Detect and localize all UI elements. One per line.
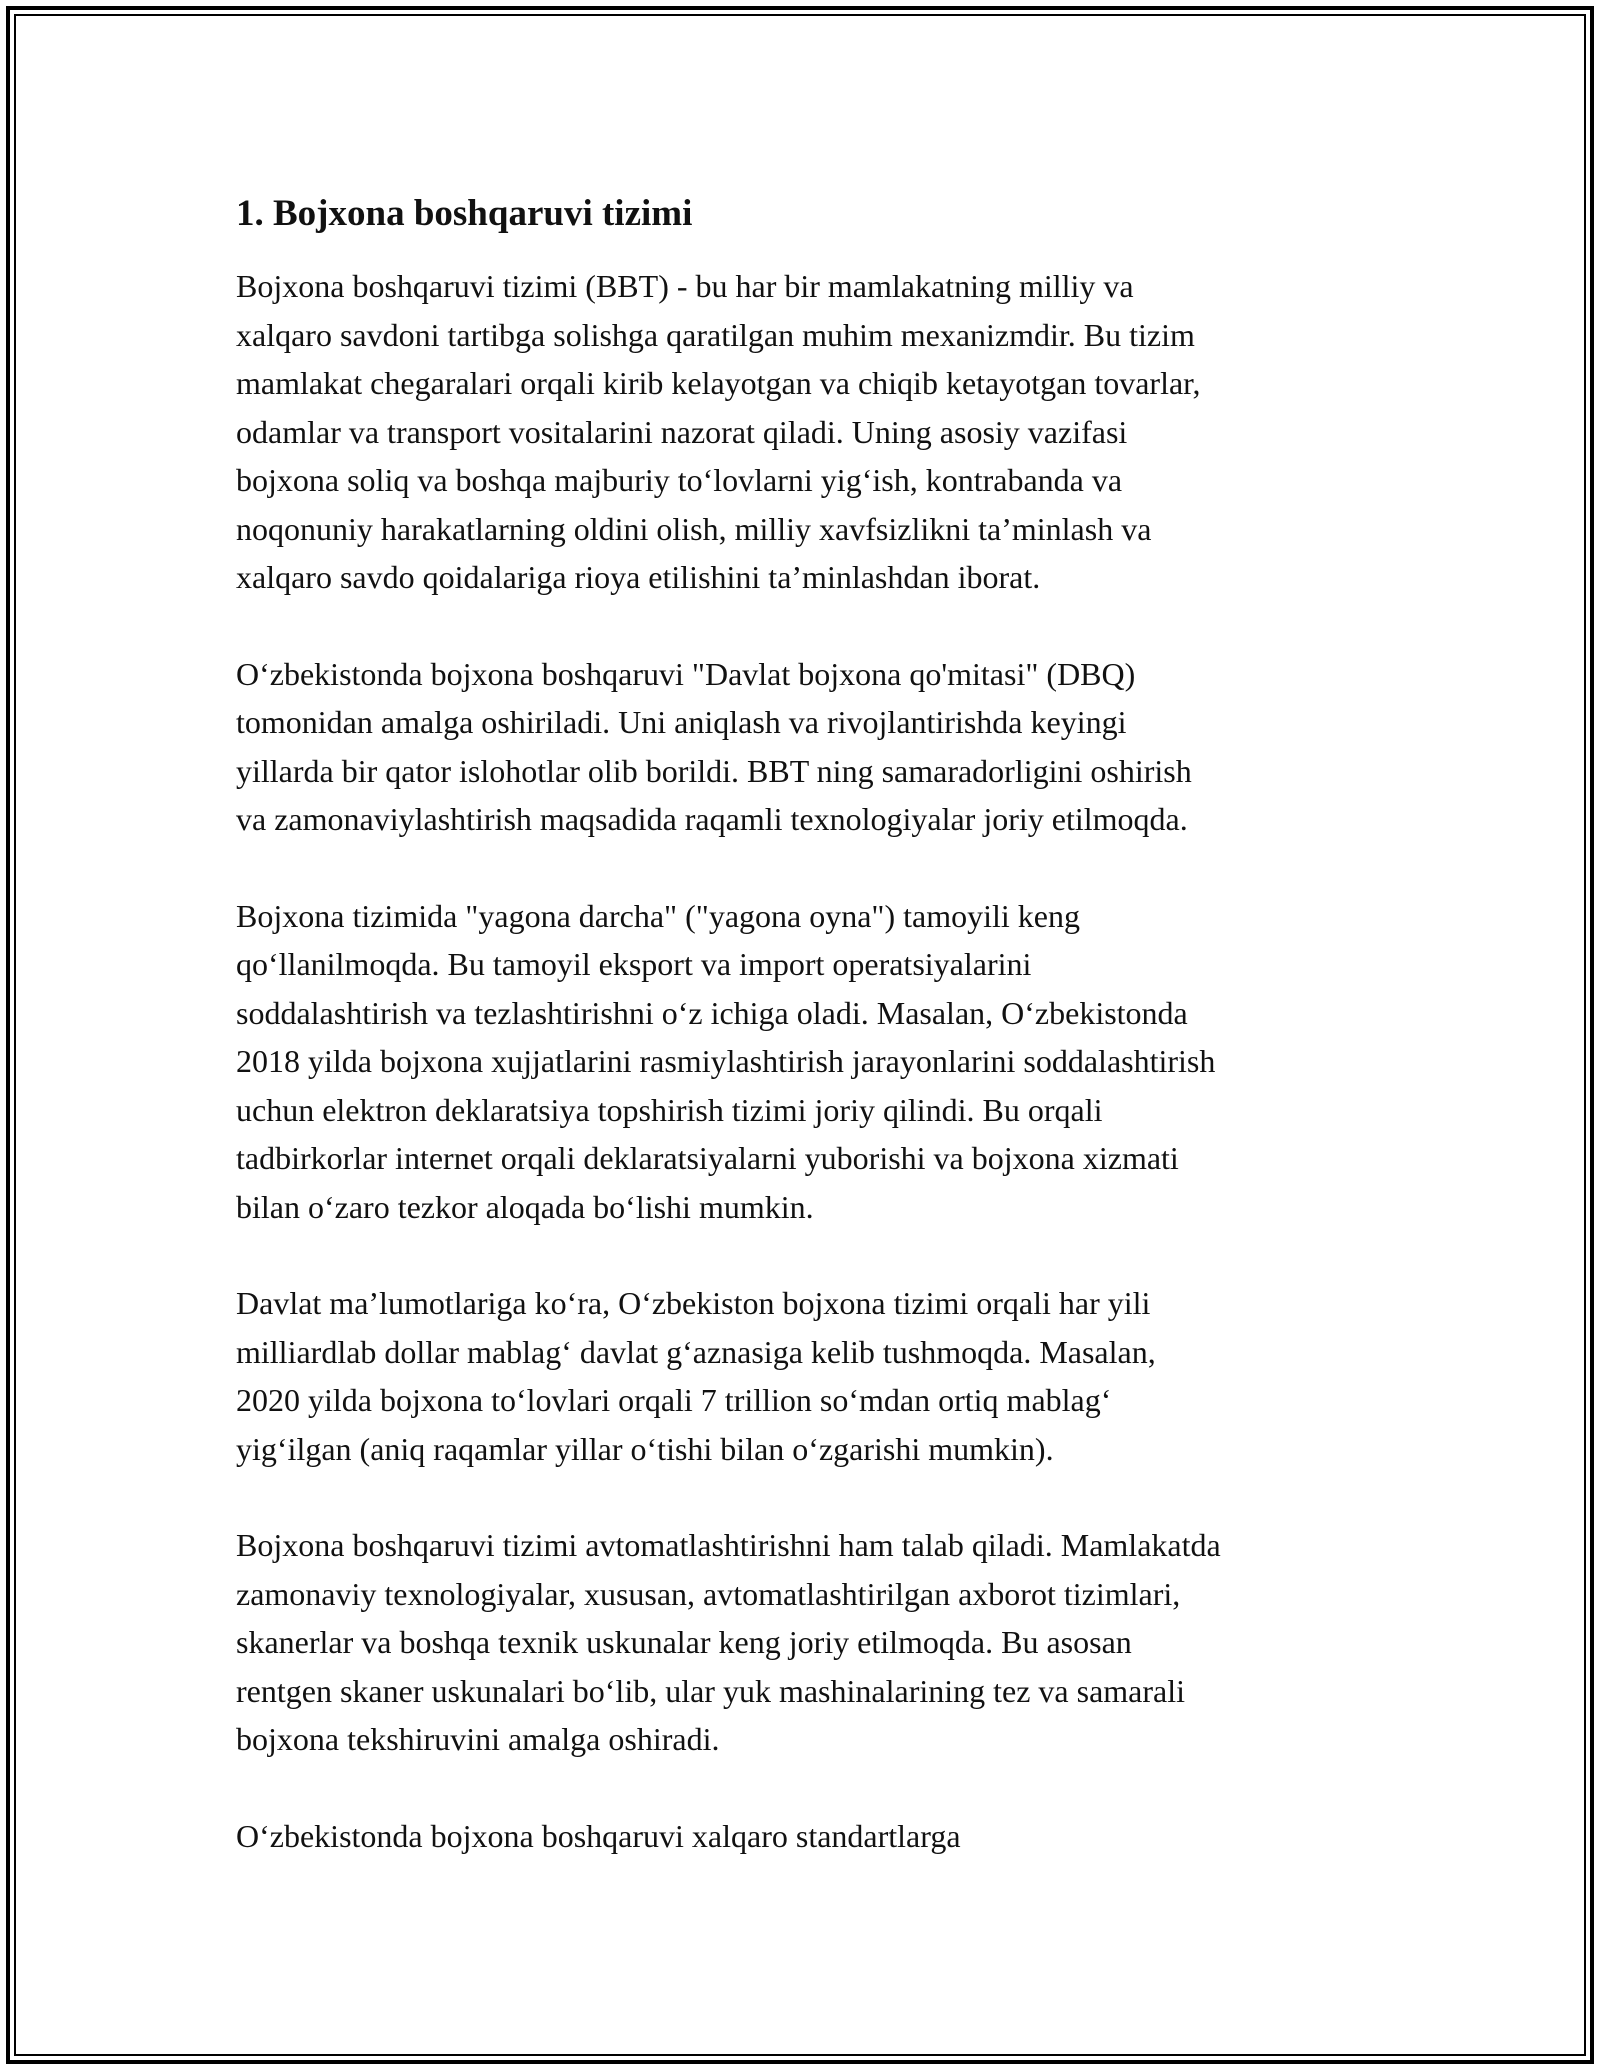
paragraph-line: uchun elektron deklaratsiya topshirish tizimi joriy qilindi. Bu orqali [236,1091,1103,1128]
section-heading: 1. Bojxona boshqaruvi tizimi [236,193,693,234]
paragraph-line: Bojxona tizimida "yagona darcha" ("yagona oyna") tamoyili keng [236,897,1080,934]
paragraph-line: O‘zbekistonda bojxona boshqaruvi xalqaro standartlarga [236,1817,961,1854]
paragraph [236,892,1400,1232]
paragraph-line: va zamonaviylashtirish maqsadida raqamli texnologiyalar joriy etilmoqda. [236,801,1188,837]
document-body [236,186,1400,1908]
paragraph-line: bojxona soliq va boshqa majburiy to‘lovlarni yig‘ish, kontrabanda va [236,462,1123,498]
paragraph-line: bilan o‘zaro tezkor aloqada bo‘lishi mumkin. [236,1188,814,1225]
paragraph-line: skanerlar va boshqa texnik uskunalar keng joriy etilmoqda. Bu asosan [236,1624,1132,1660]
paragraph-line: O‘zbekistonda bojxona boshqaruvi "Davlat bojxona qo'mitasi" (DBQ) [236,655,1136,692]
paragraph [236,1521,1400,1764]
paragraph-line: bojxona tekshiruvini amalga oshiradi. [236,1721,720,1757]
paragraph-line: 2020 yilda bojxona to‘lovlari orqali 7 trillion so‘mdan ortiq mablag‘ [236,1382,1112,1418]
paragraph-line: zamonaviy texnologiyalar, xususan, avtomatlashtirilgan axborot tizimlari, [236,1575,1181,1612]
paragraph-line: odamlar va transport vositalarini nazorat qiladi. Uning asosiy vazifasi [236,413,1128,450]
paragraph-list [236,262,1400,1860]
paragraph-line: mamlakat chegaralari orqali kirib kelayotgan va chiqib ketayotgan tovarlar, [236,365,1201,401]
paragraph-line: tomonidan amalga oshiriladi. Uni aniqlash va rivojlantirishda keyingi [236,704,1127,740]
paragraph-line: qo‘llanilmoqda. Bu tamoyil eksport va import operatsiyalarini [236,946,1032,982]
paragraph [236,262,1400,602]
paragraph-line: soddalashtirish va tezlashtirishni o‘z ichiga oladi. Masalan, O‘zbekistonda [236,994,1188,1031]
paragraph-line: xalqaro savdo qoidalariga rioya etilishini ta’minlashdan iborat. [236,559,1041,595]
paragraph [236,1812,1400,1861]
paragraph-line: milliardlab dollar mablag‘ davlat g‘aznasiga kelib tushmoqda. Masalan, [236,1333,1156,1370]
paragraph [236,1279,1400,1473]
paragraph-line: Davlat ma’lumotlariga ko‘ra, O‘zbekiston bojxona tizimi orqali har yili [236,1285,1151,1321]
paragraph-line: 2018 yilda bojxona xujjatlarini rasmiylashtirish jarayonlarini soddalashtirish [236,1043,1216,1079]
paragraph-line: noqonuniy harakatlarning oldini olish, milliy xavfsizlikni ta’minlash va [236,510,1152,547]
paragraph-line: xalqaro savdoni tartibga solishga qaratilgan muhim mexanizmdir. Bu tizim [236,316,1195,353]
paragraph-line: rentgen skaner uskunalari bo‘lib, ular yuk mashinalarining tez va samarali [236,1672,1186,1709]
paragraph [236,650,1400,844]
paragraph-line: yig‘ilgan (aniq raqamlar yillar o‘tishi bilan o‘zgarishi mumkin). [236,1430,1054,1467]
paragraph-line: Bojxona boshqaruvi tizimi avtomatlashtirishni ham talab qiladi. Mamlakatda [236,1527,1221,1563]
paragraph-line: Bojxona boshqaruvi tizimi (BBT) - bu har bir mamlakatning milliy va [236,268,1134,304]
paragraph-line: tadbirkorlar internet orqali deklaratsiyalarni yuborishi va bojxona xizmati [236,1140,1179,1176]
paragraph-line: yillarda bir qator islohotlar olib borildi. BBT ning samaradorligini oshirish [236,752,1192,789]
